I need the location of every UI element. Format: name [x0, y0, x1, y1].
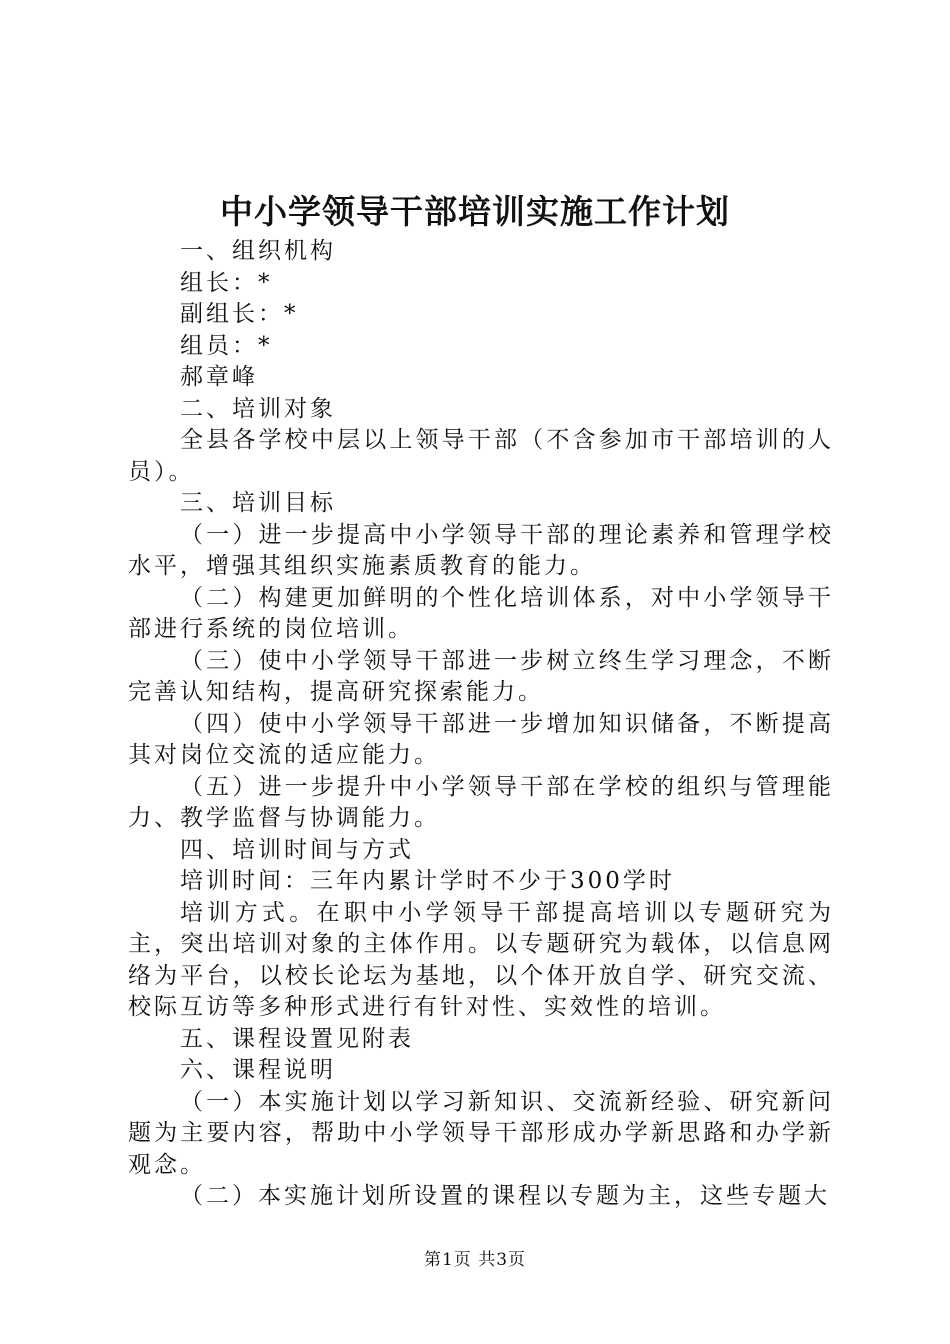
course-note-paragraph-2: （二）本实施计划所设置的课程以专题为主，这些专题大: [180, 1183, 830, 1209]
members-line: 组员：*: [180, 332, 273, 359]
section-heading-curriculum: 五、课程设置见附表: [180, 1025, 414, 1052]
document-body: [128, 236, 834, 1213]
goal-paragraph-1: （一）进一步提高中小学领导干部的理论素养和管理学校水平，增强其组织实施素质教育的能力。: [128, 521, 834, 579]
section-heading-organization: 一、组织机构: [180, 238, 336, 264]
trainees-paragraph: 全县各学校中层以上领导干部（不含参加市干部培训的人员）。: [128, 427, 834, 485]
training-time-line: 培训时间：三年内累计学时不少于300学时: [180, 868, 675, 894]
goal-paragraph-2: （二）构建更加鲜明的个性化培训体系，对中小学领导干部进行系统的岗位培训。: [128, 584, 834, 642]
section-heading-goals: 三、培训目标: [180, 490, 336, 516]
member-name: 郝章峰: [180, 364, 258, 390]
section-heading-course-notes: 六、课程说明: [180, 1057, 336, 1083]
goal-paragraph-4: （四）使中小学领导干部进一步增加知识储备，不断提高其对岗位交流的适应能力。: [128, 710, 834, 768]
team-leader-line: 组长：*: [180, 269, 273, 296]
document-title: 中小学领导干部培训实施工作计划: [220, 192, 730, 231]
section-heading-schedule: 四、培训时间与方式: [180, 836, 414, 863]
training-method-paragraph: 培训方式。在职中小学领导干部提高培训以专题研究为主，突出培训对象的主体作用。以专题研究为载体，以信息网络为平台，以校长论坛为基地，以个体开放自学、研究交流、校际互访等多种形式进行有针对性、实效性的培训。: [128, 899, 834, 1020]
goal-paragraph-3: （三）使中小学领导干部进一步树立终生学习理念，不断完善认知结构，提高研究探索能力。: [128, 647, 834, 705]
section-heading-trainees: 二、培训对象: [180, 395, 336, 422]
goal-paragraph-5: （五）进一步提升中小学领导干部在学校的组织与管理能力、教学监督与协调能力。: [128, 773, 834, 831]
deputy-leader-line: 副组长：*: [180, 301, 299, 327]
page-footer: 第1页 共3页: [423, 1250, 527, 1270]
course-note-paragraph-1: （一）本实施计划以学习新知识、交流新经验、研究新问题为主要内容，帮助中小学领导干部形成办学新思路和办学新观念。: [128, 1088, 834, 1178]
